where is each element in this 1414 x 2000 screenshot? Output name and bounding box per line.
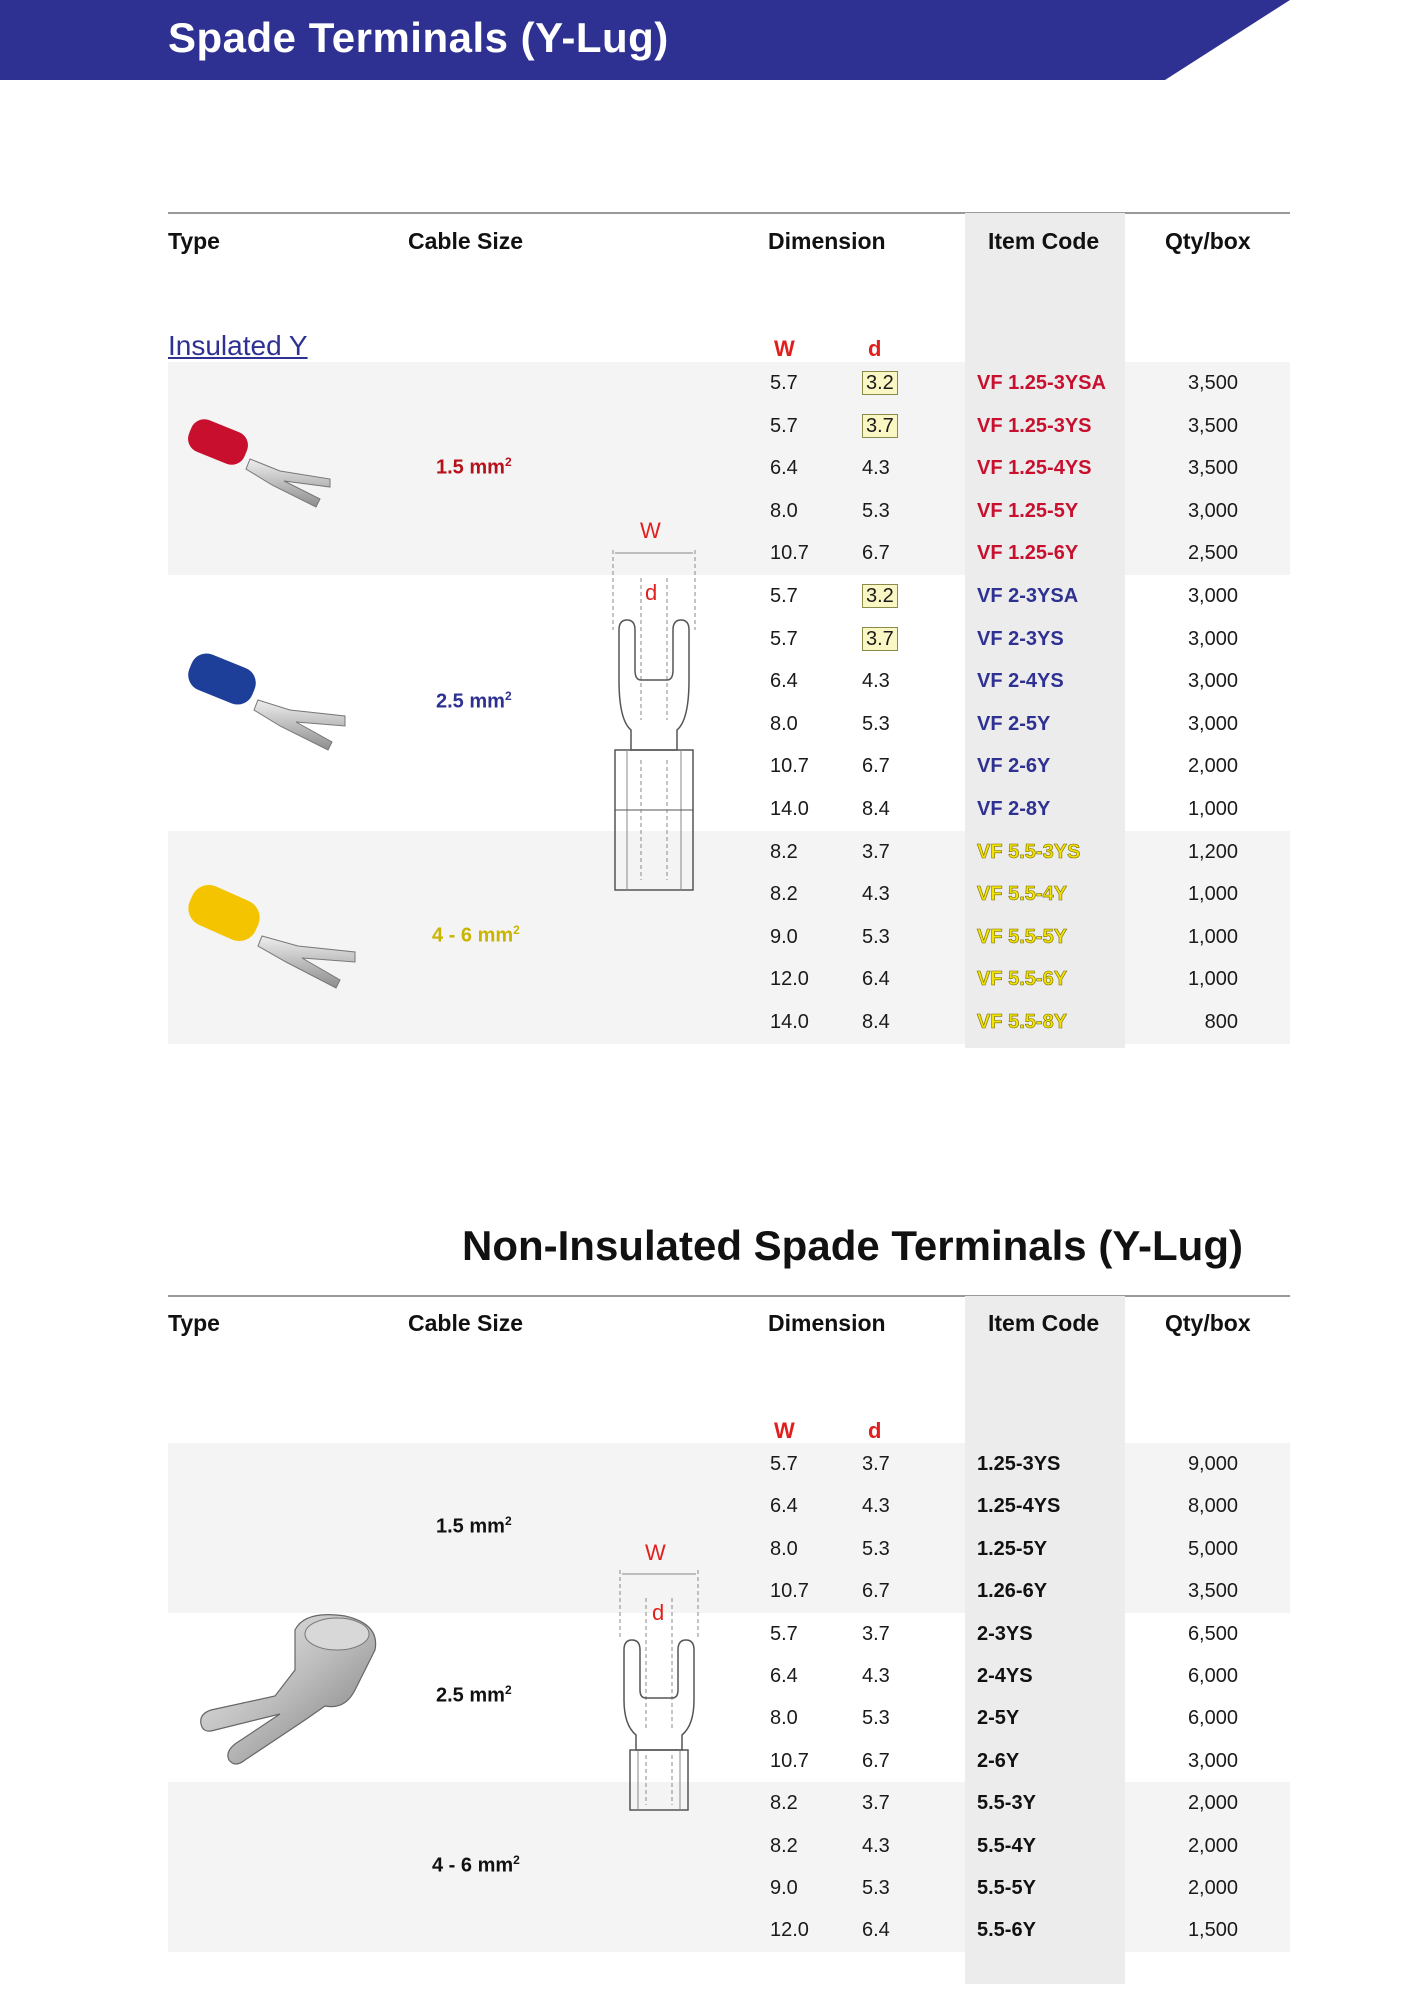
diagram-w-label: W <box>640 518 661 543</box>
width-value: 5.7 <box>770 1622 798 1645</box>
non-insulated-title: Non-Insulated Spade Terminals (Y-Lug) <box>462 1222 1243 1269</box>
yellow-spade-terminal-image <box>180 870 360 1010</box>
diameter-value: 4.3 <box>862 883 890 906</box>
qty-value: 6,000 <box>1187 1707 1238 1730</box>
col-item-code-2: Item Code <box>988 1310 1100 1336</box>
table-row <box>0 831 1414 874</box>
diagram-d-label: d <box>645 580 658 605</box>
diameter-value: 5.3 <box>862 499 890 522</box>
diameter-value: 3.7 <box>862 1792 890 1815</box>
width-value: 8.0 <box>770 499 798 522</box>
table-row <box>0 788 1414 831</box>
table-row <box>0 362 1414 405</box>
diameter-value: 6.4 <box>862 968 890 991</box>
table-row <box>0 1825 1414 1868</box>
width-value: 5.7 <box>770 414 798 437</box>
col-type-2: Type <box>168 1310 220 1336</box>
qty-value: 1,000 <box>1187 925 1238 948</box>
qty-value: 5,000 <box>1187 1537 1238 1560</box>
col-type: Type <box>168 228 220 254</box>
diameter-value: 3.2 <box>862 575 898 618</box>
diameter-value: 5.3 <box>862 1537 890 1560</box>
diameter-value: 3.7 <box>862 1453 890 1475</box>
width-value: 8.0 <box>770 1537 798 1560</box>
qty-value: 3,000 <box>1187 499 1238 522</box>
width-value: 10.7 <box>770 542 809 565</box>
width-value: 12.0 <box>770 1919 809 1942</box>
diameter-value: 5.3 <box>862 925 890 948</box>
width-value: 6.4 <box>770 457 798 480</box>
qty-value: 3,500 <box>1187 372 1238 394</box>
qty-value: 3,000 <box>1187 712 1238 735</box>
width-value: 6.4 <box>770 670 798 693</box>
item-code: 2-5Y <box>977 1707 1020 1730</box>
col-qty: Qty/box <box>1165 228 1251 254</box>
item-code: VF 2-4YS <box>977 670 1064 693</box>
diameter-value: 3.2 <box>862 362 898 405</box>
diameter-value: 4.3 <box>862 1495 890 1518</box>
diameter-value: 6.4 <box>862 1919 890 1942</box>
item-code: 5.5-4Y <box>977 1834 1036 1857</box>
qty-value: 1,500 <box>1187 1919 1238 1942</box>
width-value: 5.7 <box>770 1453 798 1475</box>
table-row <box>0 1443 1414 1486</box>
item-code: 5.5-6Y <box>977 1919 1036 1942</box>
item-code: VF 2-8Y <box>977 798 1051 820</box>
diameter-value: 4.3 <box>862 1834 890 1857</box>
item-code: VF 1.25-3YS <box>977 414 1092 437</box>
item-code: 1.26-6Y <box>977 1580 1048 1603</box>
cable-size-label: 2.5 $mm^2$ <box>436 688 512 713</box>
item-code: 2-3YS <box>977 1622 1033 1645</box>
qty-value: 3,000 <box>1187 627 1238 650</box>
qty-value: 3,000 <box>1187 670 1238 693</box>
diameter-value: 8.4 <box>862 1011 890 1033</box>
insulated-y-link[interactable]: Insulated Y <box>168 330 308 361</box>
width-value: 8.2 <box>770 1792 798 1815</box>
width-value: 14.0 <box>770 1011 809 1033</box>
page-title: Spade Terminals (Y-Lug) <box>168 14 669 61</box>
cable-size-label: 1.5 $mm^2$ <box>436 454 512 479</box>
diameter-value: 6.7 <box>862 542 890 565</box>
qty-value: 2,500 <box>1187 542 1238 565</box>
item-code: 1.25-4YS <box>977 1495 1061 1518</box>
diameter-value: 4.3 <box>862 457 890 480</box>
table-row <box>0 575 1414 618</box>
col-cable-size: Cable Size <box>408 228 524 254</box>
qty-value: 1,200 <box>1187 840 1238 863</box>
item-code: VF 5.5-8Y <box>977 1011 1068 1033</box>
qty-value: 6,500 <box>1187 1622 1238 1645</box>
qty-value: 3,500 <box>1187 1580 1238 1603</box>
diameter-value: 3.7 <box>862 840 890 863</box>
blue-spade-terminal-image <box>180 640 350 770</box>
qty-value: 1,000 <box>1187 798 1238 820</box>
diameter-value: 5.3 <box>862 712 890 735</box>
cable-size-label: 1.5 $mm^2$ <box>436 1513 512 1538</box>
diameter-value: 5.3 <box>862 1877 890 1899</box>
qty-value: 3,500 <box>1187 414 1238 437</box>
col-cable-size-2: Cable Size <box>408 1310 524 1336</box>
item-code: VF 1.25-5Y <box>977 499 1079 522</box>
col-qty-2: Qty/box <box>1165 1310 1251 1336</box>
width-value: 9.0 <box>770 1877 798 1899</box>
width-value: 12.0 <box>770 968 809 991</box>
width-value: 5.7 <box>770 372 798 394</box>
table-row <box>0 1867 1414 1910</box>
item-code: VF 2-3YSA <box>977 585 1079 607</box>
qty-value: 3,500 <box>1187 457 1238 480</box>
diameter-value: 6.7 <box>862 755 890 778</box>
width-value: 10.7 <box>770 1580 809 1603</box>
qty-value: 6,000 <box>1187 1665 1238 1687</box>
d-label: d <box>868 336 882 361</box>
item-code: 5.5-5Y <box>977 1877 1036 1899</box>
qty-value: 2,000 <box>1187 1834 1238 1857</box>
item-code: 1.25-5Y <box>977 1537 1048 1560</box>
item-code: VF 1.25-6Y <box>977 542 1079 565</box>
w-label: W <box>774 336 795 361</box>
item-code: VF 1.25-3YSA <box>977 372 1106 394</box>
col-dimension-2: Dimension <box>768 1310 886 1336</box>
width-value: 9.0 <box>770 925 798 948</box>
width-value: 6.4 <box>770 1665 798 1687</box>
diameter-value: 3.7 <box>862 1622 890 1645</box>
width-value: 8.0 <box>770 712 798 735</box>
d-label-2: d <box>868 1418 882 1443</box>
item-code: 5.5-3Y <box>977 1792 1036 1815</box>
width-value: 8.2 <box>770 840 798 863</box>
diameter-value: 3.7 <box>862 405 898 448</box>
qty-value: 2,000 <box>1187 1792 1238 1815</box>
diameter-value: 6.7 <box>862 1749 890 1772</box>
width-value: 14.0 <box>770 798 809 820</box>
item-code: VF 1.25-4YS <box>977 457 1092 480</box>
item-code: VF 2-6Y <box>977 755 1051 778</box>
width-value: 10.7 <box>770 1749 809 1772</box>
red-spade-terminal-image <box>180 405 340 525</box>
qty-value: 2,000 <box>1187 1877 1238 1899</box>
width-value: 5.7 <box>770 585 798 607</box>
table-row <box>0 1909 1414 1952</box>
qty-value: 1,000 <box>1187 968 1238 991</box>
item-code: VF 2-3YS <box>977 627 1064 650</box>
qty-value: 9,000 <box>1187 1453 1238 1475</box>
cable-size-label: 4 - 6 $mm^2$ <box>432 923 520 947</box>
qty-value: 2,000 <box>1187 755 1238 778</box>
diameter-value: 6.7 <box>862 1580 890 1603</box>
width-value: 8.2 <box>770 1834 798 1857</box>
item-code: 2-4YS <box>977 1665 1033 1687</box>
non-insulated-dimension-diagram <box>612 1540 712 1820</box>
item-code: VF 2-5Y <box>977 712 1051 735</box>
diameter-value: 4.3 <box>862 1665 890 1687</box>
diameter-value: 5.3 <box>862 1707 890 1730</box>
table-row <box>0 1485 1414 1528</box>
qty-value: 800 <box>1204 1011 1238 1033</box>
width-value: 8.0 <box>770 1707 798 1730</box>
qty-value: 3,000 <box>1187 585 1238 607</box>
item-code: VF 5.5-6Y <box>977 968 1068 991</box>
item-code: VF 5.5-3YS <box>977 840 1081 863</box>
diameter-value: 8.4 <box>862 798 890 820</box>
table-row <box>0 532 1414 575</box>
qty-value: 1,000 <box>1187 883 1238 906</box>
qty-value: 3,000 <box>1187 1749 1238 1772</box>
item-code: 1.25-3YS <box>977 1453 1061 1475</box>
diameter-value: 4.3 <box>862 670 890 693</box>
non-insulated-spade-terminal-image <box>185 1610 385 1810</box>
item-code: VF 5.5-5Y <box>977 925 1068 948</box>
diagram-w-label-2: W <box>645 1540 666 1565</box>
item-code: VF 5.5-4Y <box>977 883 1068 906</box>
cable-size-label: 2.5 $mm^2$ <box>436 1683 512 1708</box>
cable-size-label: 4 - 6 $mm^2$ <box>432 1853 520 1877</box>
width-value: 5.7 <box>770 627 798 650</box>
col-dimension: Dimension <box>768 228 886 254</box>
width-value: 6.4 <box>770 1495 798 1518</box>
diameter-value: 3.7 <box>862 618 898 661</box>
width-value: 10.7 <box>770 755 809 778</box>
col-item-code: Item Code <box>988 228 1100 254</box>
w-label-2: W <box>774 1418 795 1443</box>
diagram-d-label-2: d <box>652 1600 665 1625</box>
item-code: 2-6Y <box>977 1749 1020 1772</box>
qty-value: 8,000 <box>1187 1495 1238 1518</box>
width-value: 8.2 <box>770 883 798 906</box>
insulated-dimension-diagram <box>605 520 705 900</box>
